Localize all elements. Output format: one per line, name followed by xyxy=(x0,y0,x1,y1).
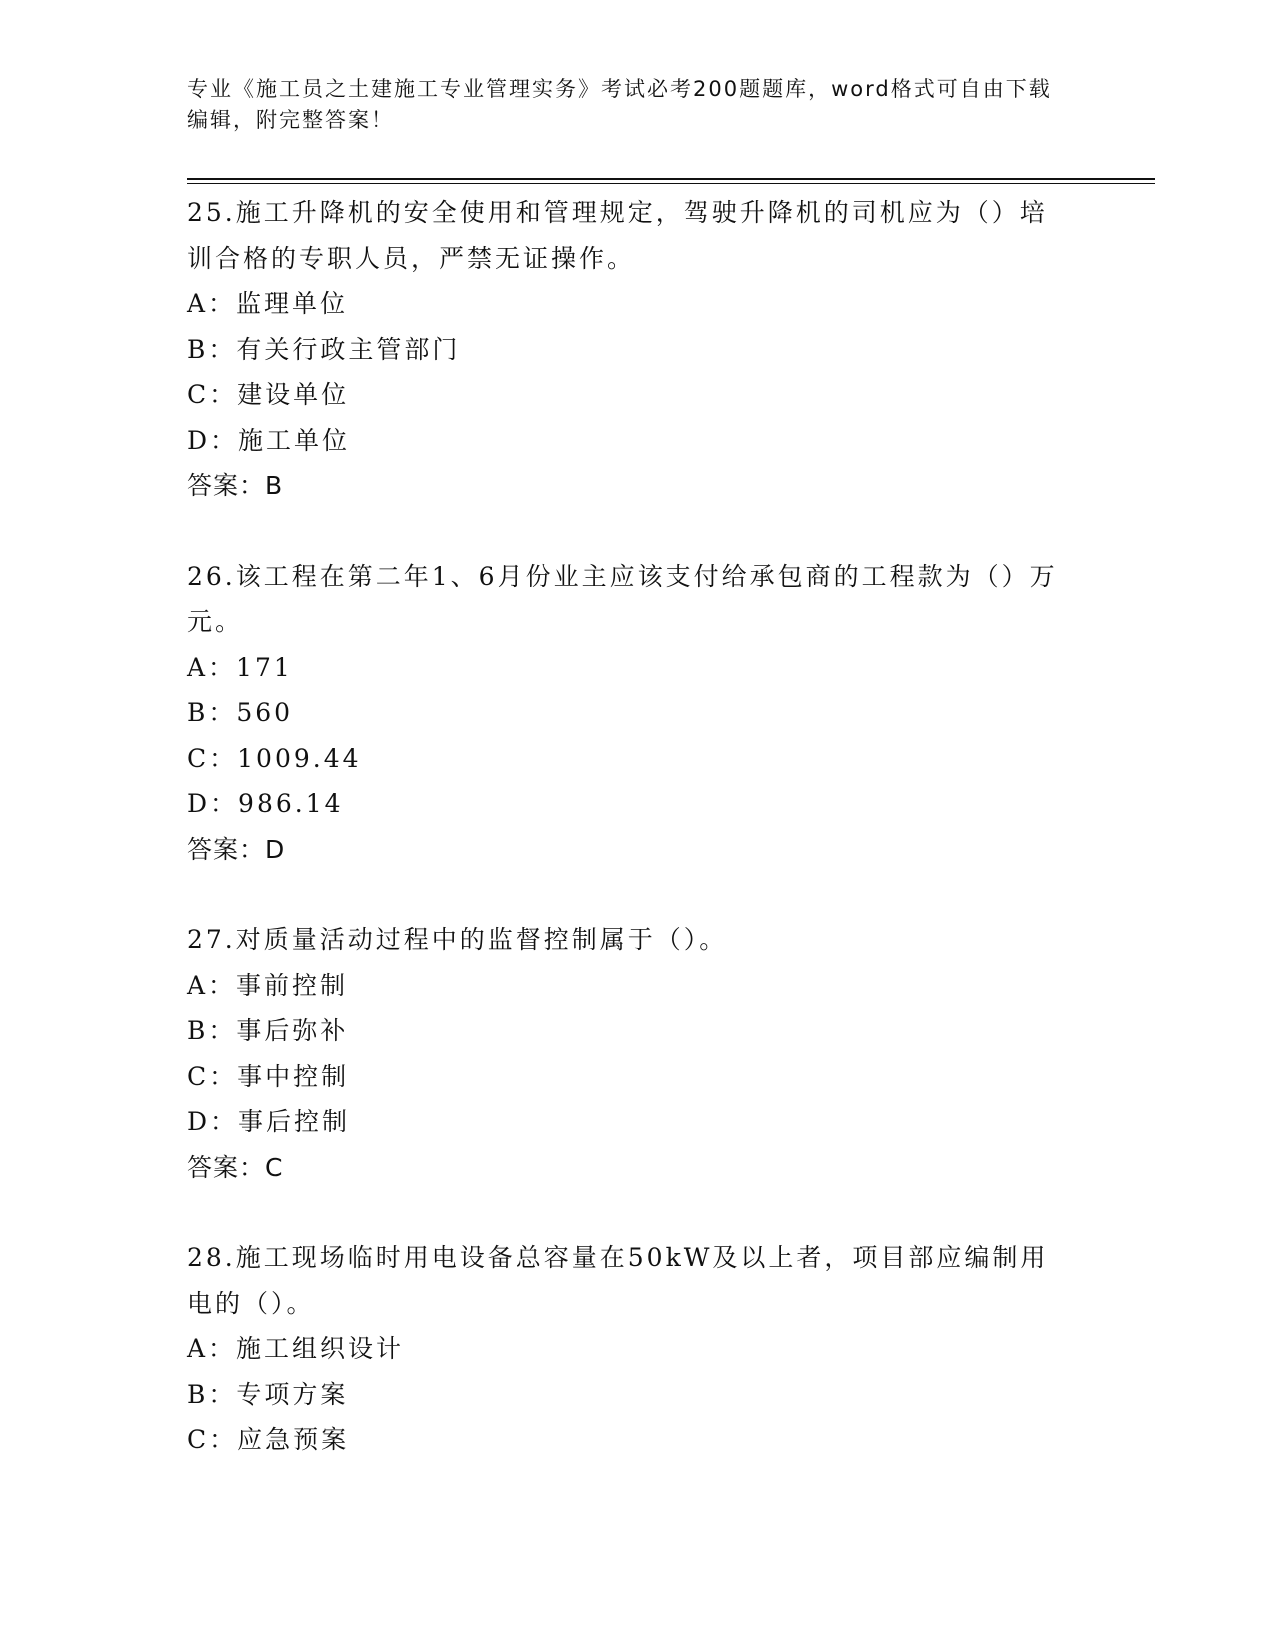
question-option-b: B：560 xyxy=(187,698,294,727)
question-item xyxy=(187,554,1087,873)
question-option-d: D：事后控制 xyxy=(187,1107,351,1136)
question-stem: 26.该工程在第二年1、6月份业主应该支付给承包商的工程款为（）万元。 xyxy=(187,561,1058,636)
question-option-a: A：施工组织设计 xyxy=(187,1334,405,1363)
question-option-b: B：有关行政主管部门 xyxy=(187,334,461,364)
question-option-b: B：专项方案 xyxy=(187,1379,349,1409)
question-option-d: D：施工单位 xyxy=(187,425,351,455)
header-rule-thin xyxy=(187,183,1155,184)
question-list xyxy=(187,190,1087,1508)
question-stem: 28.施工现场临时用电设备总容量在50kW及以上者，项目部应编制用电的（）。 xyxy=(187,1243,1049,1318)
question-item xyxy=(187,190,1087,509)
question-answer: 答案：C xyxy=(187,1152,284,1182)
question-item xyxy=(187,917,1087,1190)
question-option-b: B：事后弥补 xyxy=(187,1016,349,1045)
question-option-a: A：171 xyxy=(187,652,293,682)
question-option-a: A：事前控制 xyxy=(187,970,349,1000)
document-header: 专业《施工员之土建施工专业管理实务》考试必考200题题库，word格式可自由下载编辑，附完整答案！ xyxy=(187,77,1052,132)
question-option-c: C：应急预案 xyxy=(187,1425,350,1454)
question-stem: 27.对质量活动过程中的监督控制属于（）。 xyxy=(187,925,728,954)
question-item xyxy=(187,1235,1087,1463)
question-option-d: D：986.14 xyxy=(187,789,344,818)
question-option-c: C：建设单位 xyxy=(187,380,350,409)
question-answer: 答案：B xyxy=(187,471,284,500)
header-rule-thick xyxy=(187,178,1155,180)
question-option-c: C：1009.44 xyxy=(187,743,362,773)
question-answer: 答案：D xyxy=(187,834,286,864)
question-stem: 25.施工升降机的安全使用和管理规定，驾驶升降机的司机应为（）培训合格的专职人员，严禁无证操作。 xyxy=(187,198,1048,273)
question-option-c: C：事中控制 xyxy=(187,1061,350,1091)
question-option-a: A：监理单位 xyxy=(187,289,349,318)
